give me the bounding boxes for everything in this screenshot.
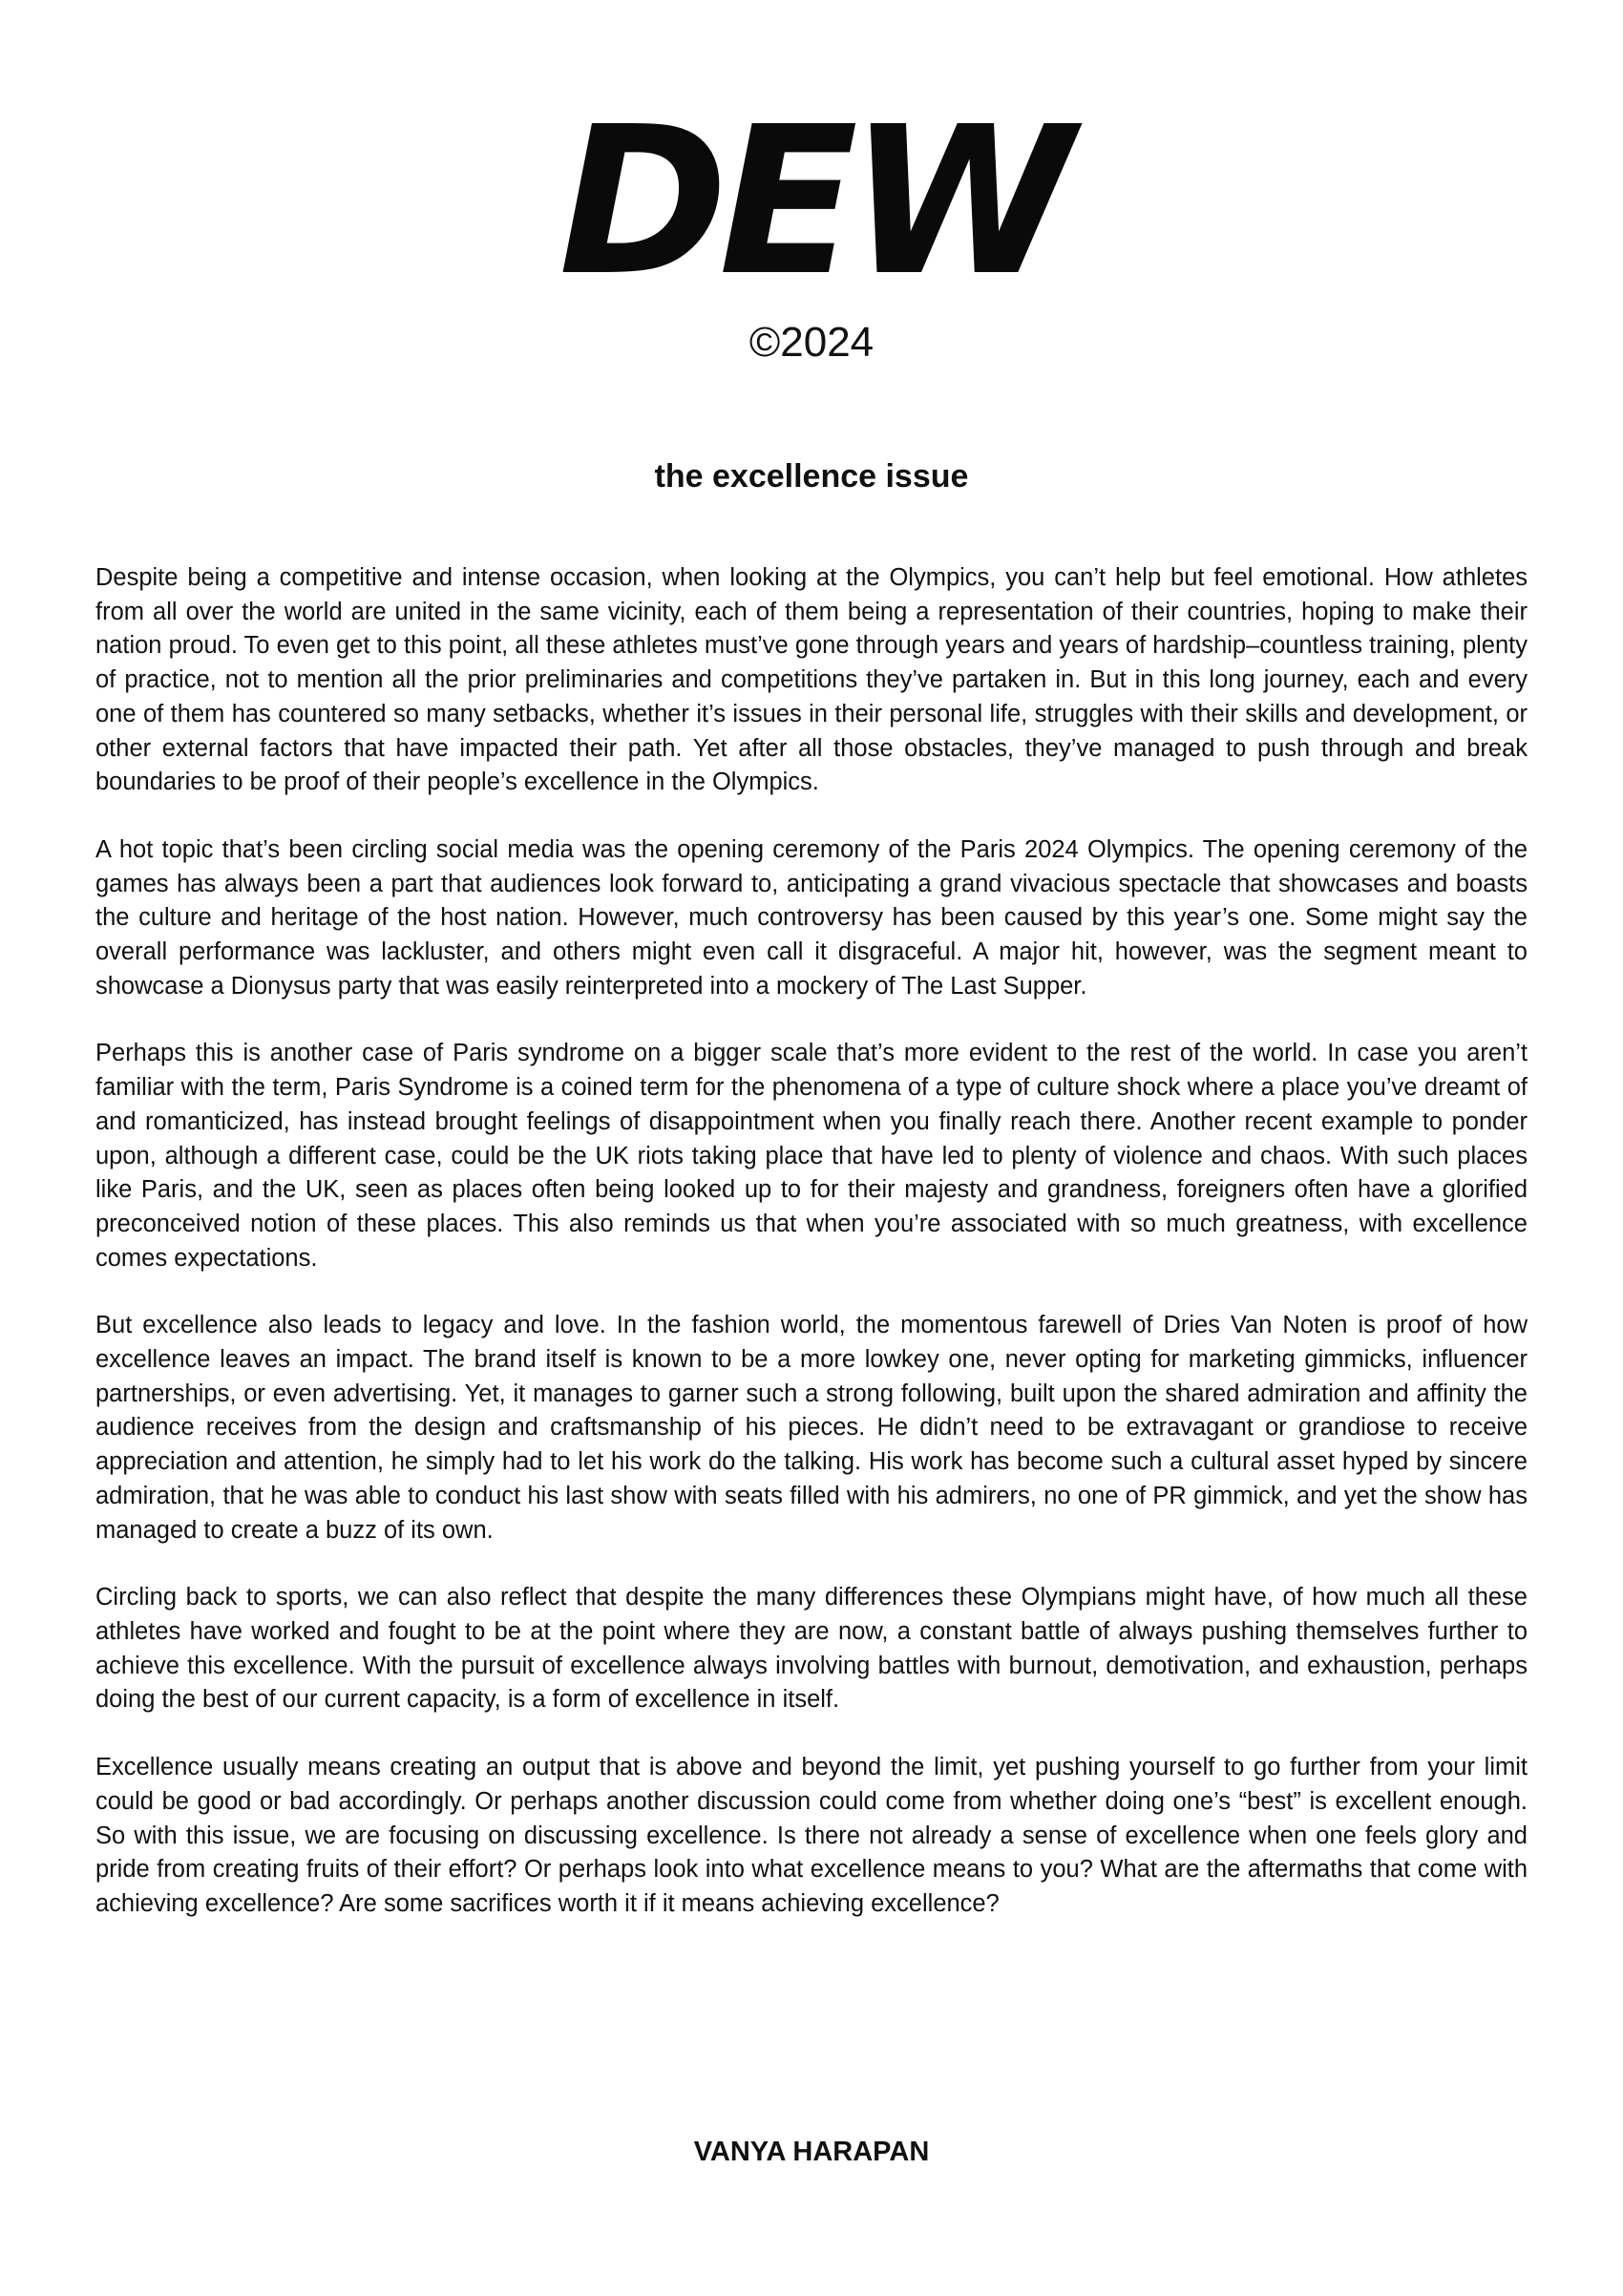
article-paragraph: Excellence usually means creating an output that is above and beyond the limit, yet pushing yourself to go further from your limit could be good or bad accordingly. Or perhaps another discussion could come from whether doing one’s “best” is excellent enough. So with this issue, we are focusing on discussing excellence. Is there not already a sense of excellence when one feels glory and pride from creating fruits of their effort? Or perhaps look into what excellence means to you? What are the aftermaths that come with achieving excellence? Are some sacrifices worth it if it means achieving excellence? xyxy=(95,1754,1528,1917)
copyright-notice: ©2024 xyxy=(748,319,875,366)
article-paragraph: A hot topic that’s been circling social media was the opening ceremony of the Paris 2024 Olympics. The opening ceremony of the games has always been a part that audiences look forward to, anticipating a grand vivacious spectacle that showcases and boasts the culture and heritage of the host nation. However, much controversy has been caused by this year’s one. Some might say the overall performance was lackluster, and others might even call it disgraceful. A major hit, however, was the segment meant to showcase a Dionysus party that was easily reinterpreted into a mockery of The Last Supper. xyxy=(95,835,1528,1000)
article-body xyxy=(95,561,1528,1955)
author-signature: VANYA HARAPAN xyxy=(693,2137,930,2167)
masthead-logo: DEW xyxy=(559,83,1064,321)
article-paragraph: Despite being a competitive and intense occasion, when looking at the Olympics, you can’t help but feel emotional. How athletes from all over the world are united in the same vicinity, each of them being a representation of their countries, hoping to make their nation proud. To even get to this point, all these athletes must’ve gone through years and years of hardship–countless training, plenty of practice, not to mention all the prior preliminaries and competitions they’ve partaken in. But in this long journey, each and every one of them has countered so many setbacks, whether it’s issues in their personal life, struggles with their skills and development, or other external factors that have impacted their path. Yet after all those obstacles, they’ve managed to push through and break boundaries to be proof of their people’s excellence in the Olympics. xyxy=(95,564,1528,796)
issue-title: the excellence issue xyxy=(654,458,969,495)
article-paragraph: Perhaps this is another case of Paris syndrome on a bigger scale that’s more evident to the rest of the world. In case you aren’t familiar with the term, Paris Syndrome is a coined term for the phenomena of a type of culture shock where a place you’ve dreamt of and romanticized, has instead brought feelings of disappointment when you finally reach there. Another recent example to ponder upon, although a different case, could be the UK riots taking place that have led to plenty of violence and chaos. With such places like Paris, and the UK, seen as places often being looked up to for their majesty and grandness, foreigners often have a glorified preconceived notion of these places. This also reminds us that when you’re associated with so much greatness, with excellence comes expectations. xyxy=(95,1040,1528,1272)
article-paragraph: But excellence also leads to legacy and love. In the fashion world, the momentous farewell of Dries Van Noten is proof of how excellence leaves an impact. The brand itself is known to be a more lowkey one, never opting for marketing gimmicks, influencer partnerships, or even advertising. Yet, it manages to garner such a strong following, built upon the shared admiration and affinity the audience receives from the design and craftsmanship of his pieces. He didn’t need to be extravagant or grandiose to receive appreciation and attention, he simply had to let his work do the talking. His work has become such a cultural asset hyped by sincere admiration, that he was able to conduct his last show with seats filled with his admirers, no one of PR gimmick, and yet the show has managed to create a buzz of its own. xyxy=(95,1312,1528,1544)
article-paragraph: Circling back to sports, we can also reflect that despite the many differences these Olympians might have, of how much all these athletes have worked and fought to be at the point where they are now, a constant battle of always pushing themselves further to achieve this excellence. With the pursuit of excellence always involving battles with burnout, demotivation, and exhaustion, perhaps doing the best of our current capacity, is a form of excellence in itself. xyxy=(95,1584,1528,1714)
